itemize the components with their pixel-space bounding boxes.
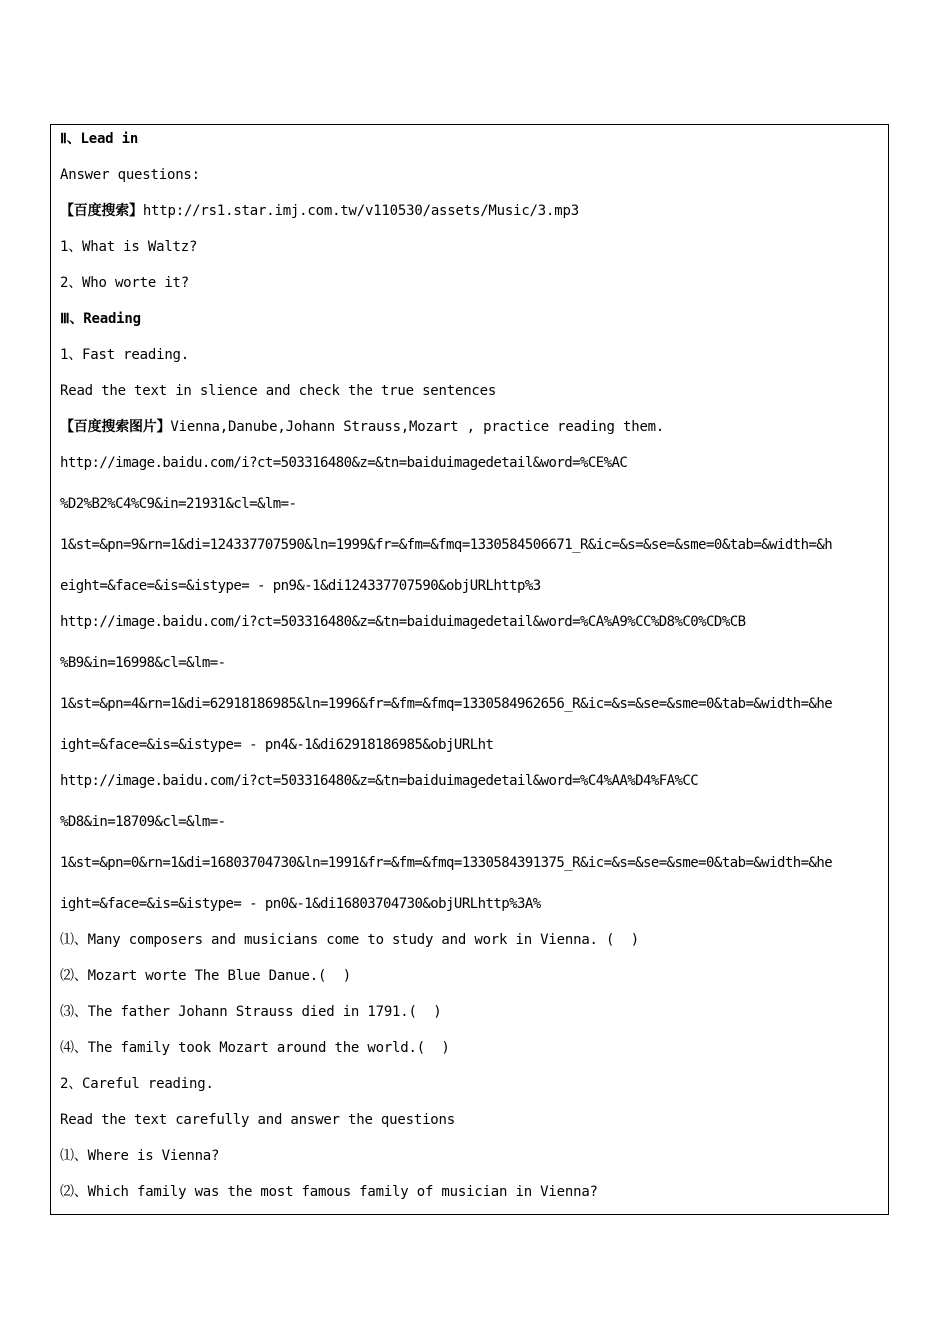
lead-in-heading: Ⅱ、Lead in xyxy=(60,131,139,147)
true-sentence-4: ⑷、The family took Mozart around the world.( ) xyxy=(60,1040,450,1056)
url-line: 1&st=&pn=9&rn=1&di=124337707590&ln=1999&fr=&fm=&fmq=1330584506671_R&ic=&s=&se=&sme=0&tab=&width=&h xyxy=(60,537,833,553)
careful-reading-title: 2、Careful reading. xyxy=(60,1076,214,1092)
url-line: eight=&face=&is=&istype= - pn9&-1&di124337707590&objURLhttp%3 xyxy=(60,578,541,594)
url-line: http://image.baidu.com/i?ct=503316480&z=&tn=baiduimagedetail&word=%CA%A9%CC%D8%C0%CD%CB xyxy=(60,614,746,630)
search-tag: 【百度搜索】 xyxy=(60,203,143,219)
question-1: 1、What is Waltz? xyxy=(60,239,198,255)
url-line: 1&st=&pn=0&rn=1&di=16803704730&ln=1991&fr=&fm=&fmq=1330584391375_R&ic=&s=&se=&sme=0&tab=&width=&he xyxy=(60,855,833,871)
careful-reading-instruction: Read the text carefully and answer the questions xyxy=(60,1112,455,1128)
url-line: ight=&face=&is=&istype= - pn0&-1&di16803704730&objURLhttp%3A% xyxy=(60,896,541,912)
true-sentence-3: ⑶、The father Johann Strauss died in 1791.( ) xyxy=(60,1004,442,1020)
content-box xyxy=(50,124,889,1215)
true-sentence-1: ⑴、Many composers and musicians come to study and work in Vienna. ( ) xyxy=(60,932,639,948)
image-search-tag: 【百度搜索图片】 xyxy=(60,419,171,435)
answer-questions-label: Answer questions: xyxy=(60,167,200,183)
search-url: http://rs1.star.imj.com.tw/v110530/assets/Music/3.mp3 xyxy=(142,203,579,219)
image-search-text: Vienna,Danube,Johann Strauss,Mozart , practice reading them. xyxy=(170,419,665,435)
careful-question-1: ⑴、Where is Vienna? xyxy=(60,1148,220,1164)
url-line: %B9&in=16998&cl=&lm=- xyxy=(60,655,226,671)
question-2: 2、Who worte it? xyxy=(60,275,190,291)
url-line: ight=&face=&is=&istype= - pn4&-1&di62918186985&objURLht xyxy=(60,737,494,753)
url-line: %D2%B2%C4%C9&in=21931&cl=&lm=- xyxy=(60,496,297,512)
true-sentence-2: ⑵、Mozart worte The Blue Danue.( ) xyxy=(60,968,351,984)
url-line: 1&st=&pn=4&rn=1&di=62918186985&ln=1996&fr=&fm=&fmq=1330584962656_R&ic=&s=&se=&sme=0&tab=&width=&he xyxy=(60,696,833,712)
url-line: http://image.baidu.com/i?ct=503316480&z=&tn=baiduimagedetail&word=%CE%AC xyxy=(60,455,628,471)
url-line: http://image.baidu.com/i?ct=503316480&z=&tn=baiduimagedetail&word=%C4%AA%D4%FA%CC xyxy=(60,773,699,789)
search-line xyxy=(60,202,579,220)
fast-reading-instruction: Read the text in slience and check the true sentences xyxy=(60,383,497,399)
url-line: %D8&in=18709&cl=&lm=- xyxy=(60,814,226,830)
fast-reading-title: 1、Fast reading. xyxy=(60,347,190,363)
careful-question-2: ⑵、Which family was the most famous family of musician in Vienna? xyxy=(60,1184,598,1200)
image-search-line xyxy=(60,418,664,436)
reading-heading: Ⅲ、Reading xyxy=(60,311,141,327)
